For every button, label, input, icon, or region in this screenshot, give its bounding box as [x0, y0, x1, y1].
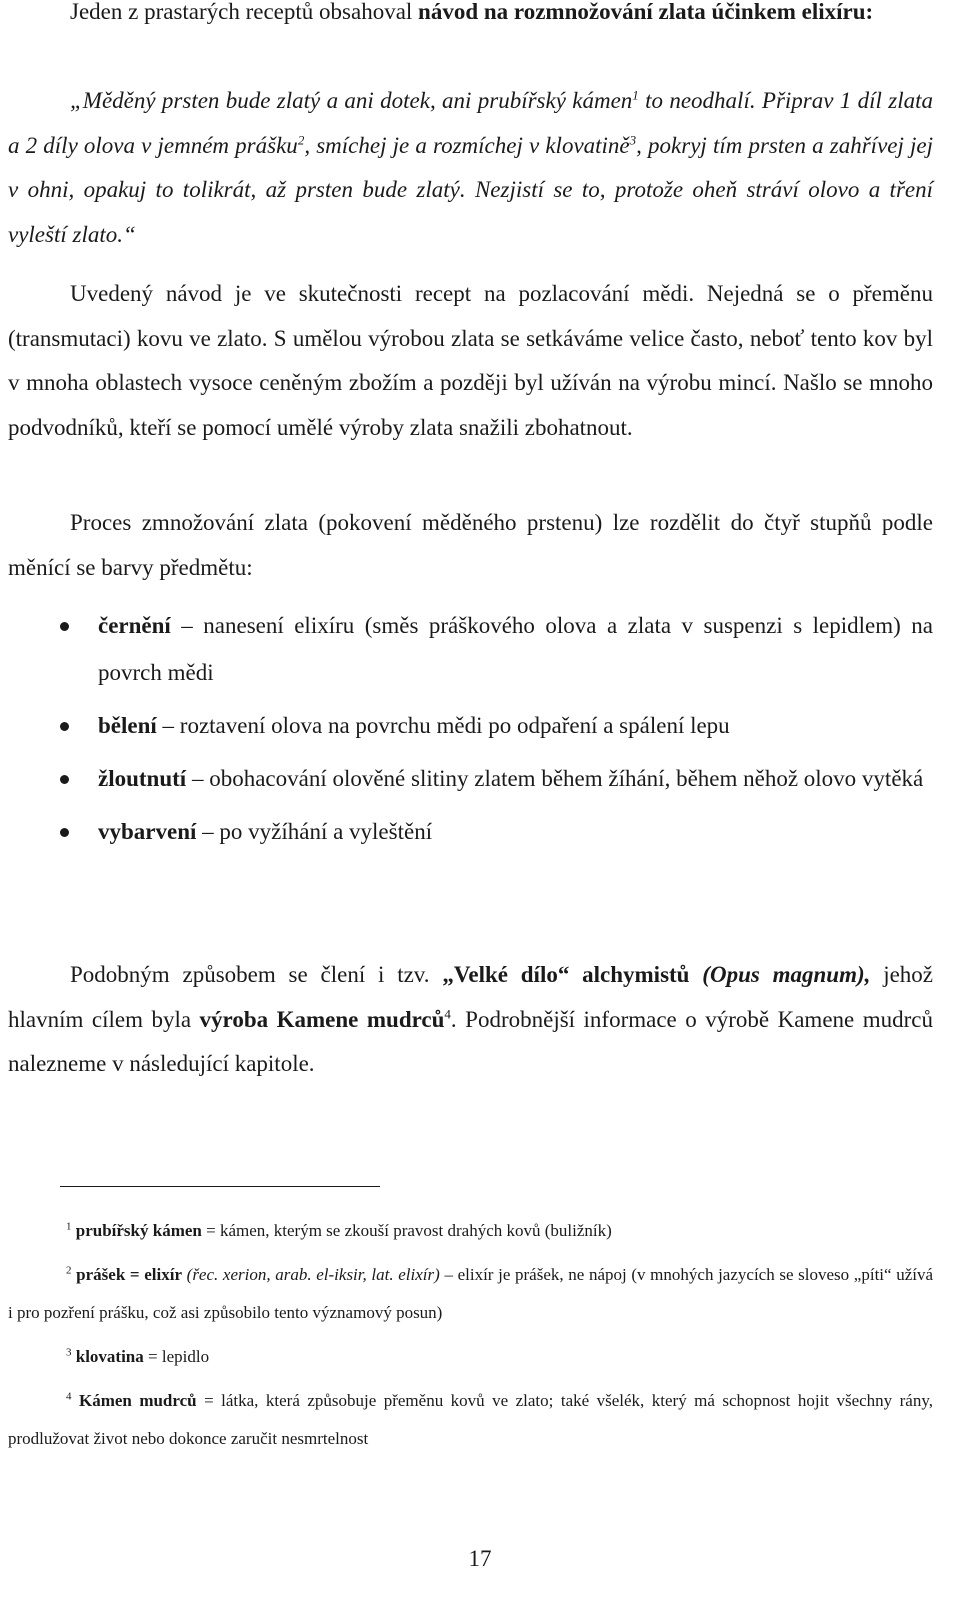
quote-text-1: „Měděný prsten bude zlatý a ani dotek, ani prubířský kámen: [70, 88, 633, 113]
footnotes: [8, 1212, 933, 1458]
footnote-number: 2: [66, 1264, 72, 1277]
stage-description: – nanesení elixíru (směs práškového olova a zlata v suspenzi s lepidlem) na povrch mědi: [98, 613, 933, 685]
footnote-text: = lepidlo: [143, 1347, 210, 1366]
footnote-etymology: (řec. xerion, arab. el-iksir, lat. elixír): [182, 1265, 440, 1284]
stage-term: bělení: [98, 713, 157, 738]
great-work-text-3: . Podrobnější informace o výrobě Kamene mudrců nalezneme v následující kapitole.: [8, 1006, 933, 1076]
intro-paragraph: [8, 0, 933, 35]
footnote-ref-1[interactable]: 1: [632, 87, 639, 103]
paragraph-process: Proces zmnožování zlata (pokovení měděného prstenu) lze rozdělit do čtyř stupňů podle měnící se barvy předmětu:: [8, 510, 933, 580]
footnote-separator: [60, 1186, 380, 1187]
stage-term: černění: [98, 613, 171, 638]
stage-description: – roztavení olova na povrchu mědi po odpaření a spálení lepu: [156, 713, 730, 738]
bullet-icon: [60, 622, 69, 631]
page-number: 17: [468, 1546, 492, 1571]
bullet-icon: [60, 722, 69, 731]
footnote-term: Kámen mudrců: [78, 1391, 197, 1410]
philosophers-stone-term: výroba Kamene mudrců: [199, 1006, 445, 1032]
footnote-2: [8, 1256, 933, 1332]
bullet-icon: [60, 775, 69, 784]
intro-text: Jeden z prastarých receptů obsahoval: [70, 0, 419, 24]
footnote-number: 3: [66, 1346, 72, 1359]
footnote-3: [8, 1338, 933, 1376]
paragraph-great-work: [8, 953, 933, 1087]
stage-description: – obohacování olověné slitiny zlatem během žíhání, během něhož olovo vytěká: [186, 766, 924, 791]
quote-text-3: , smíchej je a rozmíchej v klovatině: [304, 132, 630, 158]
opus-magnum: (Opus magnum),: [702, 962, 871, 987]
stage-term: žloutnutí: [98, 766, 187, 791]
footnote-ref-3[interactable]: 3: [629, 131, 637, 147]
footnote-term: prubířský kámen: [75, 1221, 202, 1240]
list-item: [8, 755, 933, 802]
footnote-text: = kámen, kterým se zkouší pravost drahých kovů (buližník): [201, 1221, 612, 1240]
bullet-icon: [60, 828, 69, 837]
footnote-ref-4[interactable]: 4: [444, 1005, 451, 1021]
footnote-1: [8, 1212, 933, 1250]
quote-text-4: , pokryj tím prsten a zahřívej jej v ohni, opakuj to tolikrát, až prsten bude zlatý. Nezjistí se to, protože oheň stráví olovo a tření vyleští zlato.“: [8, 132, 934, 247]
great-work-text-2: jehož hlavním cílem byla: [8, 962, 934, 1032]
quote-paragraph: [8, 79, 933, 257]
stage-description: – po vyžíhání a vyleštění: [196, 819, 433, 844]
list-item: [8, 602, 933, 696]
great-work-text-1: Podobným způsobem se člení i tzv.: [70, 962, 443, 987]
stage-term: vybarvení: [98, 819, 197, 844]
stages-list: [8, 602, 933, 855]
footnote-text: – elixír je prášek, ne nápoj (v mnohých jazycích se sloveso „píti“ užívá i pro pozření prášku, což asi způsobilo tento významový posun): [8, 1265, 934, 1322]
quote-text-2: to neodhalí. Připrav 1 díl zlata a 2 díly olova v jemném prášku: [8, 88, 933, 158]
list-item: [8, 808, 933, 855]
footnote-4: [8, 1382, 933, 1458]
great-work-term: „Velké dílo“ alchymistů: [442, 962, 690, 987]
intro-bold-phrase: návod na rozmnožování zlata účinkem elixíru:: [418, 0, 874, 24]
footnote-number: 4: [66, 1390, 72, 1403]
list-item: [8, 702, 933, 749]
footnote-term: klovatina: [75, 1347, 144, 1366]
footnote-ref-2[interactable]: 2: [297, 131, 305, 147]
footnote-number: 1: [66, 1220, 72, 1233]
footnote-text: = látka, která způsobuje přeměnu kovů ve zlato; také všelék, který má schopnost hojit všechny rány, prodlužovat život nebo dokonce zaručit nesmrtelnost: [8, 1391, 933, 1448]
great-work-space: [689, 962, 702, 987]
paragraph-gilding: Uvedený návod je ve skutečnosti recept na pozlacování mědi. Nejedná se o přeměnu (transmutaci) kovu ve zlato. S umělou výrobou zlata se setkáváme velice často, neboť tento kov byl v mnoha oblastech vysoce ceněným zbožím a později byl užíván na výrobu mincí. Našlo se mnoho podvodníků, kteří se pomocí umělé výroby zlata snažili zbohatnout.: [8, 281, 933, 440]
footnote-term: prášek = elixír: [76, 1265, 183, 1284]
